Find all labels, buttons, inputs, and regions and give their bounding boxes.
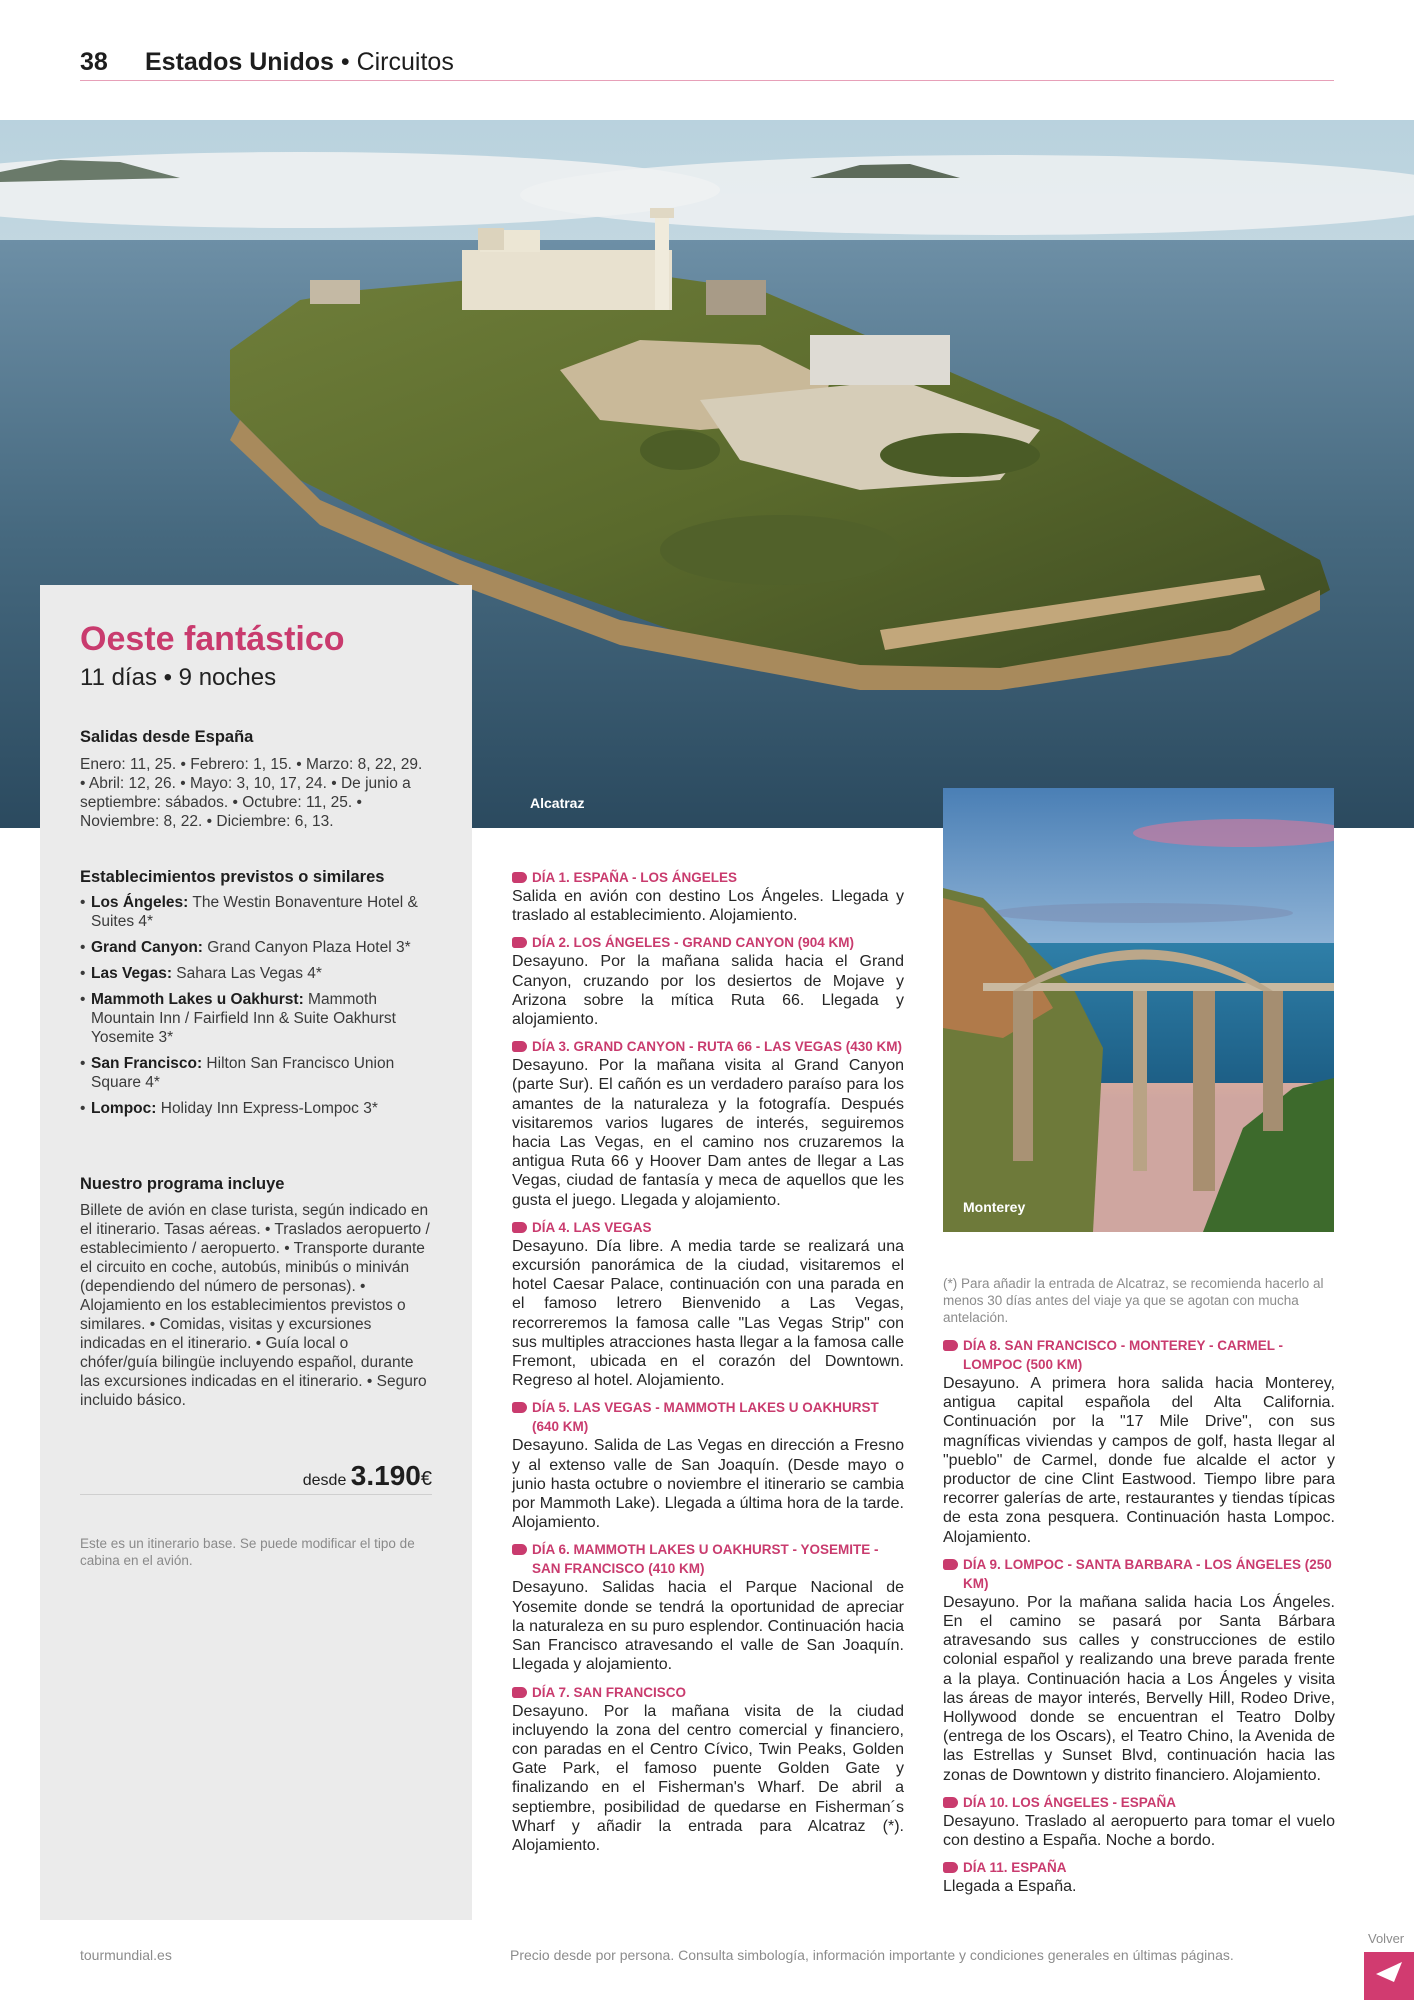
back-arrow-icon <box>1364 1952 1414 2000</box>
footer-disclaimer: Precio desde por persona. Consulta simbología, información importante y condiciones generales en últimas páginas. <box>510 1947 1234 1963</box>
itinerary-day <box>512 1540 904 1674</box>
day-title: DÍA 8. SAN FRANCISCO - MONTEREY - CARMEL - LOMPOC (500 KM) <box>943 1336 1335 1374</box>
page-header <box>80 46 1334 81</box>
departures-heading: Salidas desde España <box>80 728 254 746</box>
hotel-city: Las Vegas: <box>91 965 172 982</box>
price-label: desde <box>302 1472 347 1489</box>
itinerary-column-2 <box>943 1336 1335 1904</box>
hotel-item <box>80 964 440 983</box>
base-itinerary-note: Este es un itinerario base. Se puede modificar el tipo de cabina en el avión. <box>80 1536 415 1568</box>
day-title: DÍA 5. LAS VEGAS - MAMMOTH LAKES U OAKHURST (640 KM) <box>512 1398 904 1436</box>
hotel-item <box>80 1054 440 1092</box>
tour-title: Oeste fantástico <box>80 620 345 658</box>
departures-text: Enero: 11, 25. • Febrero: 1, 15. • Marzo: 8, 22, 29. • Abril: 12, 26. • Mayo: 3, 10, 17, 24. • De junio a septiembre: sábados. • Octubre: 11, 25. • Noviembre: 8, 22. • Diciembre: 6, 13. <box>80 756 423 830</box>
day-title: DÍA 11. ESPAÑA <box>943 1858 1335 1877</box>
day-title: DÍA 3. GRAND CANYON - RUTA 66 - LAS VEGAS (430 KM) <box>512 1037 904 1056</box>
day-title: DÍA 7. SAN FRANCISCO <box>512 1683 904 1702</box>
day-text: Salida en avión con destino Los Ángeles. Llegada y traslado al establecimiento. Alojamiento. <box>512 888 904 925</box>
day-text: Desayuno. Por la mañana salida hacia el Grand Canyon, cruzando por los desiertos de Mojave y Arizona sobre la mítica Ruta 66. Llegada y alojamiento. <box>512 953 904 1029</box>
hotel-city: Mammoth Lakes u Oakhurst: <box>91 991 304 1008</box>
section-name: • Circuitos <box>340 48 454 76</box>
hotels-list <box>80 893 440 1125</box>
day-text: Desayuno. Salidas hacia el Parque Nacional de Yosemite donde se tendrá la oportunidad de apreciar la naturaleza en su puro esplendor. Continuación hacia San Francisco atravesando el valle de San Joaquín. Llegada y alojamiento. <box>512 1579 904 1674</box>
day-text: Desayuno. Por la mañana visita de la ciudad incluyendo la zona del centro comercial y financiero, con paradas en el Centro Cívico, Twin Peaks, Golden Gate Park, el famoso puente Golden Gate y finalizando en el Fisherman's Wharf. De abril a septiembre, posibilidad de quedarse en Fisherman´s Wharf y añadir la entrada para Alcatraz (*). Alojamiento. <box>512 1702 904 1854</box>
day-text: Desayuno. Por la mañana salida hacia Los Ángeles. En el camino se pasará por Santa Bárbara atravesando sus calles y construcciones de estilo colonial español y realizando una breve parada frente a la playa. Continuación hacia a Los Ángeles y visita las áreas de mayor interés, Bervelly Hill, Rodeo Drive, Hollywood donde se encuentran el Teatro Dolby (entrega de los Oscars), el Teatro Chino, la Avenida de las Estrellas y Sunset Blvd, continuación hacia las zonas de Downtown y distrito financiero. Alojamiento. <box>943 1593 1335 1784</box>
monterey-photo <box>943 788 1334 1232</box>
day-title: DÍA 2. LOS ÁNGELES - GRAND CANYON (904 KM) <box>512 933 904 952</box>
site-link[interactable]: tourmundial.es <box>80 1947 172 1963</box>
hotel-item <box>80 990 440 1047</box>
hotel-city: Lompoc: <box>91 1100 157 1117</box>
day-title: DÍA 1. ESPAÑA - LOS ÁNGELES <box>512 868 904 887</box>
tour-duration: 11 días • 9 noches <box>80 664 277 691</box>
itinerary-day <box>512 933 904 1029</box>
hotel-name: Mammoth Mountain Inn / Fairfield Inn & Suite Oakhurst Yosemite 3* <box>91 991 396 1046</box>
hotel-name: Grand Canyon Plaza Hotel 3* <box>202 939 411 956</box>
section-title <box>145 48 454 77</box>
country-name: Estados Unidos <box>145 48 334 76</box>
hotel-item <box>80 1099 440 1118</box>
itinerary-day <box>512 1398 904 1532</box>
hotel-item <box>80 893 440 931</box>
day-text: Desayuno. Salida de Las Vegas en dirección a Fresno y al extenso valle de San Joaquín. (Desde mayo o junio hasta octubre o noviembre el itinerario se cambia por Mammoth Lake). Llegada a última hora de la tarde. Alojamiento. <box>512 1437 904 1532</box>
day-title: DÍA 10. LOS ÁNGELES - ESPAÑA <box>943 1793 1335 1812</box>
day-text: Llegada a España. <box>943 1878 1077 1896</box>
itinerary-day <box>512 1037 904 1210</box>
itinerary-day <box>512 868 904 925</box>
day-title: DÍA 6. MAMMOTH LAKES U OAKHURST - YOSEMITE - SAN FRANCISCO (410 KM) <box>512 1540 904 1578</box>
hotel-item <box>80 938 440 957</box>
hotels-heading: Establecimientos previstos o similares <box>80 868 385 886</box>
alcatraz-caption: Alcatraz <box>530 795 585 811</box>
day-title: DÍA 9. LOMPOC - SANTA BARBARA - LOS ÁNGELES (250 KM) <box>943 1555 1335 1593</box>
price-currency: € <box>420 1468 432 1490</box>
hotel-name: Hilton San Francisco Union Square 4* <box>91 1055 395 1091</box>
day-text: Desayuno. Día libre. A media tarde se realizará una excursión panorámica de la ciudad, visitaremos el hotel Caesar Palace, continuación con una parada en el famoso letrero Bienvenido a Las Vegas, recorreremos la famosa calle "Las Vegas Strip" con sus multiples atracciones hasta llegar a la famosa calle Fremont, ubicada en el corazón del Downtown. Regreso al hotel. Alojamiento. <box>512 1237 904 1390</box>
monterey-caption: Monterey <box>963 1199 1026 1215</box>
hotel-city: Los Ángeles: <box>91 894 189 911</box>
includes-heading: Nuestro programa incluye <box>80 1175 285 1193</box>
itinerary-day <box>943 1336 1335 1547</box>
price-value: 3.190 <box>350 1460 421 1491</box>
alcatraz-note: (*) Para añadir la entrada de Alcatraz, se recomienda hacerlo al menos 30 días antes del viaje ya que se agotan con mucha antelación. <box>943 1276 1324 1325</box>
hotel-name: Sahara Las Vegas 4* <box>172 965 322 982</box>
day-title: DÍA 4. LAS VEGAS <box>512 1218 904 1237</box>
hotel-name: Holiday Inn Express-Lompoc 3* <box>156 1100 378 1117</box>
back-button[interactable] <box>1364 1952 1414 2000</box>
page-number: 38 <box>80 48 108 76</box>
day-text: Desayuno. A primera hora salida hacia Monterey, antigua capital española del Alta California. Continuación por la "17 Mile Drive", con sus magníficas viviendas y campos de golf, hasta llegar al "pueblo" de Carmel, donde fue alcalde el actor y productor de cine Clint Eastwood. Tiempo libre para recorrer galerías de arte, restaurantes y tiendas típicas de esta zona pesquera. Continuación hasta Lompoc. Alojamiento. <box>943 1375 1335 1546</box>
includes-text: Billete de avión en clase turista, según indicado en el itinerario. Tasas aéreas. • Traslados aeropuerto / establecimiento / aeropuerto. • Transporte durante el circuito en coche, autobús, minibús o miniván (dependiendo del número de personas). • Alojamiento en los establecimientos previstos o similares. • Comidas, visitas y excursiones indicadas en el itinerario. • Guía local o chófer/guía bilingüe incluyendo español, durante las excursiones indicadas en el itinerario. • Seguro incluido básico. <box>80 1202 430 1409</box>
day-text: Desayuno. Por la mañana visita al Grand Canyon (parte Sur). El cañón es un verdadero paraíso para los amantes de la naturaleza y la fotografía. Después visitaremos varios lugares de interés, seguiremos hacia Las Vegas, en el camino nos cruzaremos la antigua Ruta 66 y Hoover Dam antes de llegar a Las Vegas, ciudad de fantasía y meca de aquellos que les gusta el juego. Llegada y alojamiento. <box>512 1057 904 1209</box>
hotel-city: Grand Canyon: <box>91 939 203 956</box>
day-text: Desayuno. Traslado al aeropuerto para tomar el vuelo con destino a España. Noche a bordo. <box>943 1812 1335 1850</box>
itinerary-day <box>943 1555 1335 1785</box>
back-label[interactable]: Volver <box>1368 1931 1405 1946</box>
itinerary-column-1 <box>512 868 904 1863</box>
hotel-city: San Francisco: <box>91 1055 203 1072</box>
itinerary-day <box>512 1683 904 1856</box>
itinerary-day <box>943 1793 1335 1850</box>
itinerary-day <box>943 1858 1335 1896</box>
itinerary-day <box>512 1218 904 1391</box>
hotel-name: The Westin Bonaventure Hotel & Suites 4* <box>91 894 418 930</box>
price-box <box>80 1460 432 1495</box>
